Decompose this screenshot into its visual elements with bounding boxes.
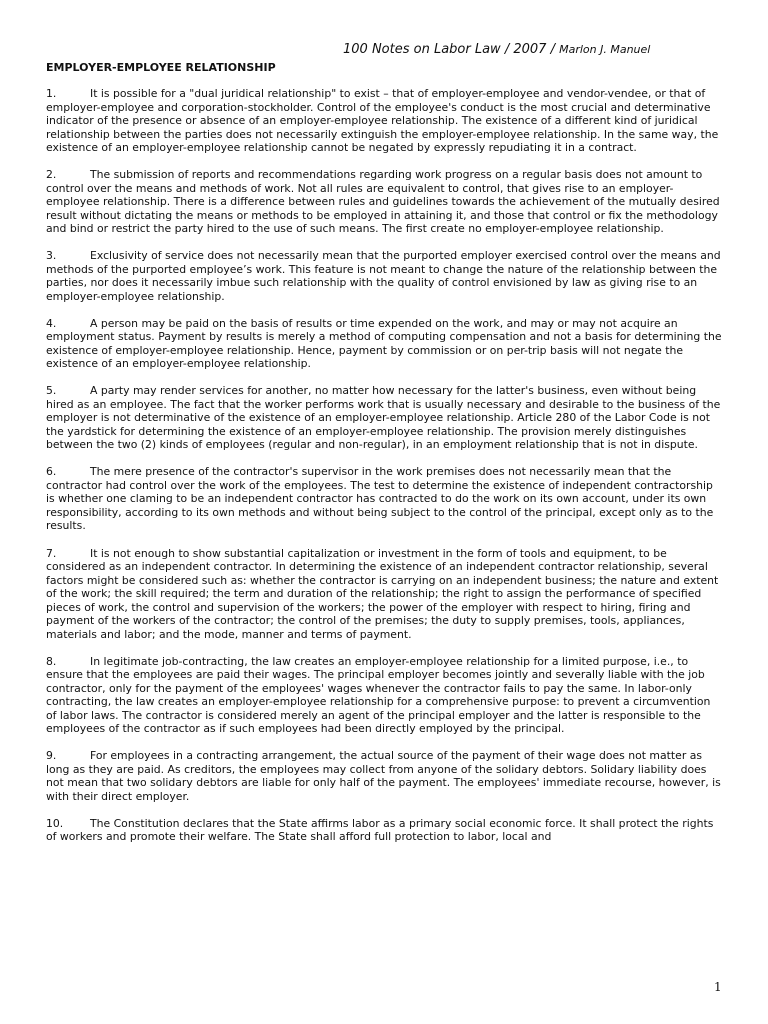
paragraph-text: A party may render services for another, no matter how necessary for the latter's business, even without being hired as an employee. The fact that the worker performs work that is usually necessary and desirable to the business of the employer is not determinative of the existence of an employer-employee relationship. Article 280 of the Labor Code is not the yardstick for determining the existence of an employer-employee relationship. The provision merely distinguishes between the two (2) kinds of employees (regular and non-regular), in an employment relationship that is not in dispute. (46, 384, 721, 452)
paragraph-number: 5. (46, 384, 57, 398)
paragraph-6 (46, 465, 722, 533)
section-title: EMPLOYER-EMPLOYEE RELATIONSHIP (46, 61, 276, 74)
paragraph-text: In legitimate job-contracting, the law creates an employer-employee relationship for a limited purpose, i.e., to ensure that the employees are paid their wages. The principal employer becomes jointly and severally liable with the job contractor, only for the payment of the employees' wages whenever the contractor fails to pay the same. In labor-only contracting, the law creates an employer-employee relationship for a comprehensive purpose: to prevent a circumvention of labor laws. The contractor is considered merely an agent of the principal employer and the latter is responsible to the employees of the contractor as if such employees had been directly employed by the principal. (46, 654, 711, 736)
paragraph-number: 2. (46, 168, 57, 182)
header-year: 2007 (513, 42, 547, 57)
paragraph-7 (46, 547, 722, 642)
paragraph-text: It is not enough to show substantial capitalization or investment in the form of tools and equipment, to be considered as an independent contractor. In determining the existence of an independent contractor relationship, several factors might be considered such as: whether the contractor is carrying on an independent business; the nature and extent of the work; the skill required; the term and duration of the relationship; the right to assign the performance of specified pieces of work, the control and supervision of the workers; the power of the employer with respect to hiring, firing and payment of the workers of the contractor; the control of the premises; the duty to supply premises, tools, appliances, materials and labor; and the mode, manner and terms of payment. (46, 546, 719, 641)
paragraph-5 (46, 384, 722, 452)
paragraph-10 (46, 817, 722, 844)
paragraph-text: Exclusivity of service does not necessarily mean that the purported employer exercised control over the means and methods of the purported employee’s work. This feature is not meant to change the nature of the relationship between the parties, nor does it necessarily imbue such relationship with the quality of control envisioned by law as giving rise to an employer-employee relationship. (46, 249, 721, 303)
header-author: Marlon J. Manuel (559, 43, 651, 56)
document-body (46, 87, 722, 857)
paragraph-number: 9. (46, 749, 57, 763)
paragraph-number: 6. (46, 465, 57, 479)
paragraph-number: 10. (46, 816, 64, 830)
paragraph-9 (46, 749, 722, 803)
paragraph-text: For employees in a contracting arrangement, the actual source of the payment of their wage does not matter as long as they are paid. As creditors, the employees may collect from anyone of the solidary debtors. Solidary liability does not mean that two solidary debtors are liable for only half of the payment. The employees' immediate recourse, however, is with their direct employer. (46, 749, 721, 803)
paragraph-text: It is possible for a "dual juridical relationship" to exist – that of employer-employee and vendor-vendee, or that of employer-employee and corporation-stockholder. Control of the employee's conduct is the most crucial and determinative indicator of the presence or absence of an employer-employee relationship. The existence of a different kind of juridical relationship between the parties does not necessarily extinguish the employer-employee relationship. In the same way, the existence of an employer-employee relationship cannot be negated by expressly repudiating it in a contract. (46, 87, 719, 154)
paragraph-2 (46, 168, 722, 236)
paragraph-text: The mere presence of the contractor's supervisor in the work premises does not necessarily mean that the contractor had control over the work of the employees. The test to determine the existence of independent contractorship is whether one claming to be an independent contractor has contracted to do the work on its own account, under its own responsibility, according to its own methods and without being subject to the control of the principal, except only as to the results. (46, 465, 714, 533)
paragraph-number: 8. (46, 654, 57, 668)
paragraph-number: 4. (46, 316, 57, 330)
paragraph-8 (46, 655, 722, 736)
paragraph-1 (46, 87, 722, 155)
paragraph-text: The submission of reports and recommendations regarding work progress on a regular basis does not amount to control over the means and methods of work. Not all rules are equivalent to control, that gives rise to an employer-employee relationship. There is a difference between rules and guidelines towards the achievement of the mutually desired result without dictating the means or methods to be employed in attaining it, and those that control or fix the methodology and bind or restrict the party hired to the use of such means. The first create no employer-employee relationship. (46, 168, 720, 236)
header-separator: / (546, 42, 560, 57)
paragraph-number: 1. (46, 87, 57, 100)
paragraph-text: The Constitution declares that the State affirms labor as a primary social economic force. It shall protect the rights of workers and promote their welfare. The State shall afford full protection to labor, local and (46, 816, 714, 844)
paragraph-number: 7. (46, 546, 57, 560)
header-title: 100 Notes on Labor Law (343, 42, 501, 57)
paragraph-3 (46, 249, 722, 303)
header-separator: / (500, 42, 514, 57)
page-number: 1 (714, 980, 722, 994)
running-header (343, 42, 753, 57)
paragraph-text: A person may be paid on the basis of results or time expended on the work, and may or may not acquire an employment status. Payment by results is merely a method of computing compensation and not a basis for determining the existence of employer-employee relationship. Hence, payment by commission or on per-trip basis will not negate the existence of an employer-employee relationship. (46, 316, 722, 371)
paragraph-4 (46, 317, 722, 371)
paragraph-number: 3. (46, 249, 57, 263)
